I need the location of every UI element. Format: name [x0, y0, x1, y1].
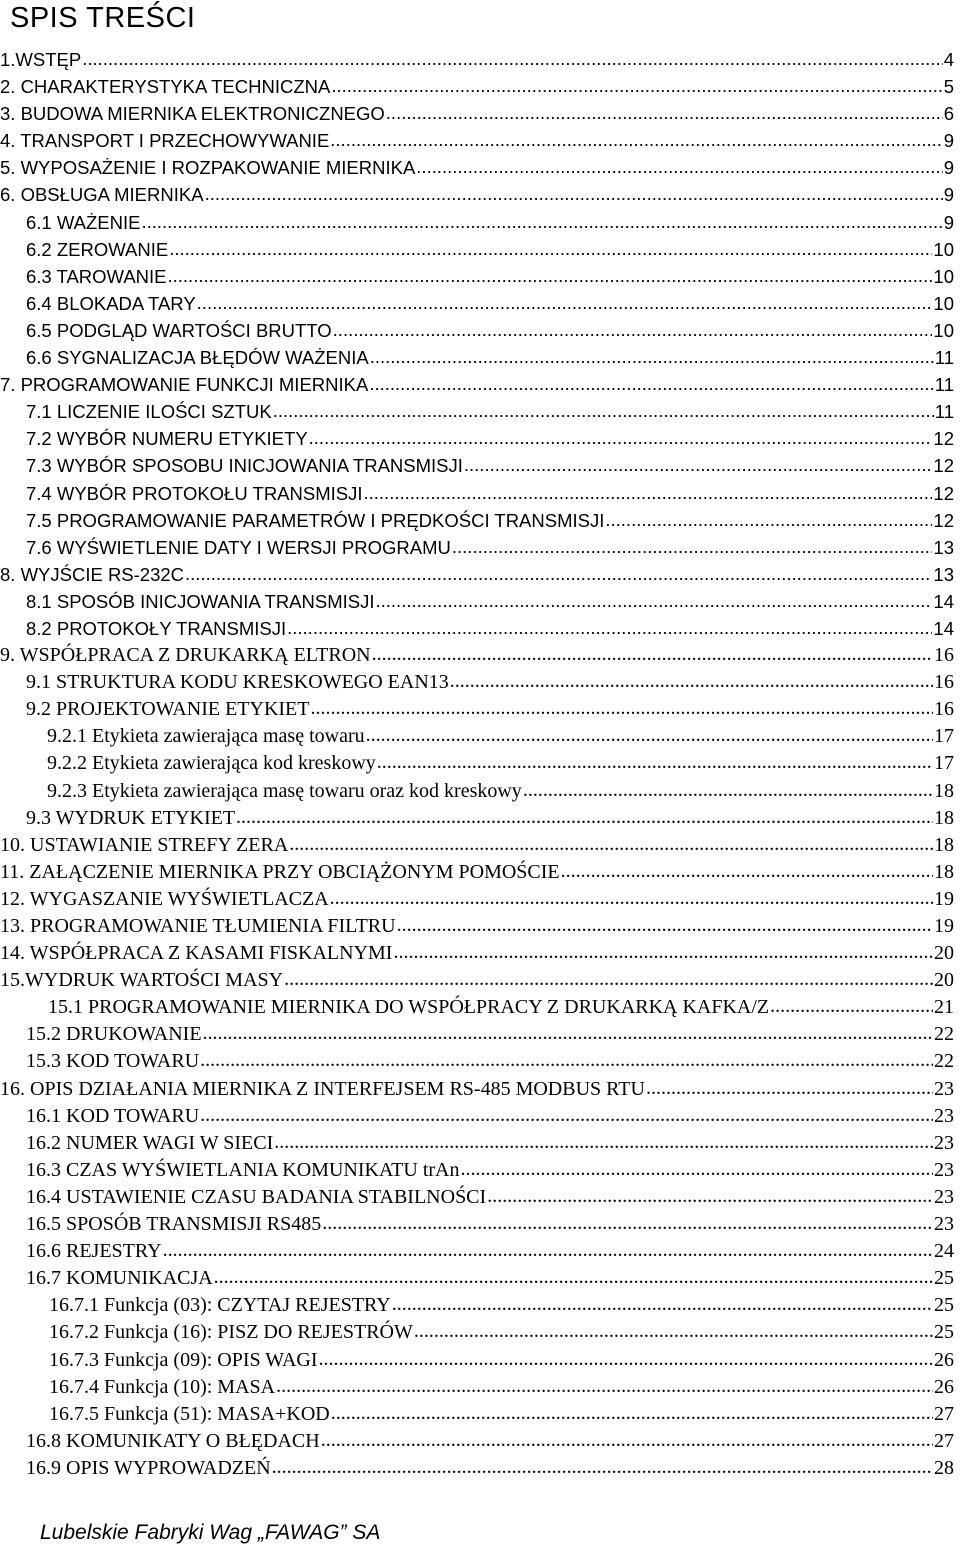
toc-entry-page-number: 17 — [934, 752, 954, 775]
toc-dot-leader — [322, 1210, 933, 1237]
toc-entry-label: 9.1 STRUKTURA KODU KRESKOWEGO EAN13 — [26, 671, 449, 694]
toc-entry-page-number: 10 — [933, 319, 954, 341]
toc-entry-label: 6.6 SYGNALIZACJA BŁĘDÓW WAŻENIA — [26, 347, 369, 369]
toc-entry-page-number: 11 — [934, 401, 954, 423]
toc-entry-label: 15.WYDRUK WARTOŚCI MASY — [0, 969, 284, 992]
toc-entry[interactable] — [0, 100, 960, 127]
toc-entry[interactable] — [0, 669, 960, 696]
toc-entry-label: 16.7 KOMUNIKACJA — [26, 1267, 213, 1290]
toc-dot-leader — [393, 939, 933, 966]
toc-entry[interactable] — [0, 561, 960, 588]
toc-entry-label: 16.5 SPOSÓB TRANSMISJI RS485 — [26, 1213, 322, 1236]
toc-entry[interactable] — [0, 1211, 960, 1238]
toc-entry-label: 1.WSTĘP — [0, 49, 82, 70]
toc-entry-label: 7.6 WYŚWIETLENIE DATY I WERSJI PROGRAMU — [26, 536, 451, 558]
toc-entry-page-number: 9 — [943, 157, 954, 179]
toc-entry-page-number: 21 — [934, 996, 954, 1019]
toc-entry[interactable] — [0, 967, 960, 994]
toc-dot-leader — [646, 1075, 933, 1102]
toc-entry-page-number: 12 — [933, 455, 954, 477]
toc-entry-page-number: 6 — [943, 103, 954, 125]
toc-entry-label: 7. PROGRAMOWANIE FUNKCJI MIERNIKA — [0, 374, 369, 396]
toc-dot-leader — [452, 533, 933, 560]
toc-entry-page-number: 12 — [933, 509, 954, 531]
toc-dot-leader — [770, 993, 933, 1020]
toc-dot-leader — [311, 695, 934, 722]
toc-dot-leader — [561, 858, 933, 885]
toc-entry[interactable] — [0, 750, 960, 777]
toc-entry-page-number: 16 — [934, 671, 954, 694]
toc-dot-leader — [330, 126, 942, 153]
toc-entry[interactable] — [0, 886, 960, 913]
toc-entry[interactable] — [0, 805, 960, 832]
toc-entry-page-number: 4 — [943, 49, 954, 70]
toc-entry-label: 7.3 WYBÓR SPOSOBU INICJOWANIA TRANSMISJI — [26, 455, 463, 477]
toc-dot-leader — [330, 885, 933, 912]
toc-entry[interactable] — [0, 1347, 960, 1374]
toc-entry-label: 6. OBSŁUGA MIERNIKA — [0, 184, 204, 206]
toc-entry[interactable] — [0, 127, 960, 154]
toc-entry[interactable] — [0, 642, 960, 669]
toc-entry-label: 15.1 PROGRAMOWANIE MIERNIKA DO WSPÓŁPRACY Z DRUKARKĄ KAFKA/Z — [48, 996, 770, 1019]
toc-dot-leader — [273, 397, 934, 424]
toc-entry-label: 10. USTAWIANIE STREFY ZERA — [0, 833, 289, 856]
toc-entry-page-number: 13 — [933, 536, 954, 558]
toc-entry-label: 9.3 WYDRUK ETYKIET — [26, 806, 236, 829]
toc-entry-page-number: 24 — [934, 1240, 954, 1263]
toc-entry-page-number: 14 — [933, 617, 954, 639]
toc-dot-leader — [370, 343, 934, 370]
toc-entry-page-number: 12 — [933, 482, 954, 504]
toc-dot-leader — [321, 1427, 933, 1454]
toc-entry-page-number: 9 — [943, 211, 954, 233]
toc-entry-label: 16.9 OPIS WYPROWADZEŃ — [26, 1456, 271, 1479]
toc-dot-leader — [461, 1156, 934, 1183]
toc-dot-leader — [377, 749, 933, 776]
toc-entry-page-number: 10 — [933, 238, 954, 260]
toc-dot-leader — [309, 424, 933, 451]
toc-entry-page-number: 28 — [934, 1456, 954, 1479]
toc-entry-label: 4. TRANSPORT I PRZECHOWYWANIE — [0, 130, 330, 152]
toc-entry[interactable] — [0, 1319, 960, 1346]
toc-entry-page-number: 10 — [933, 265, 954, 287]
toc-entry-label: 7.1 LICZENIE ILOŚCI SZTUK — [26, 401, 272, 423]
toc-entry-label: 16.7.1 Funkcja (03): CZYTAJ REJESTRY — [49, 1294, 391, 1317]
toc-entry-page-number: 27 — [934, 1402, 954, 1425]
toc-entry-label: 9.2.1 Etykieta zawierająca masę towaru — [47, 725, 365, 748]
toc-entry-page-number: 23 — [934, 1158, 954, 1181]
toc-entry-page-number: 25 — [934, 1321, 954, 1344]
toc-entry-page-number: 26 — [934, 1375, 954, 1398]
toc-entry-page-number: 9 — [943, 184, 954, 206]
toc-entry-label: 12. WYGASZANIE WYŚWIETLACZA — [0, 887, 329, 910]
toc-entry[interactable] — [0, 1455, 960, 1482]
toc-entry-label: 5. WYPOSAŻENIE I ROZPAKOWANIE MIERNIKA — [0, 157, 416, 179]
footer-company-name: Lubelskie Fabryki Wag „FAWAG” SA — [40, 1521, 381, 1544]
toc-entry-label: 16.2 NUMER WAGI W SIECI — [26, 1131, 274, 1154]
toc-entry[interactable] — [0, 832, 960, 859]
toc-entry[interactable] — [0, 588, 960, 615]
toc-entry-label: 3. BUDOWA MIERNIKA ELEKTRONICZNEGO — [0, 103, 385, 125]
toc-dot-leader — [487, 1183, 933, 1210]
toc-entry[interactable] — [0, 507, 960, 534]
toc-entry[interactable] — [0, 154, 960, 181]
toc-entry[interactable] — [0, 940, 960, 967]
toc-entry-page-number: 23 — [934, 1077, 954, 1100]
toc-entry[interactable] — [0, 209, 960, 236]
toc-entry-label: 16.7.3 Funkcja (09): OPIS WAGI — [49, 1348, 318, 1371]
toc-dot-leader — [200, 1102, 933, 1129]
toc-entry-page-number: 25 — [934, 1294, 954, 1317]
toc-dot-leader — [369, 370, 933, 397]
toc-entry-page-number: 11 — [934, 347, 954, 369]
toc-entry[interactable] — [0, 1374, 960, 1401]
toc-dot-leader — [397, 912, 933, 939]
toc-entry-page-number: 16 — [934, 698, 954, 721]
toc-entry[interactable] — [0, 452, 960, 479]
toc-entry[interactable] — [0, 46, 960, 73]
toc-entry[interactable] — [0, 263, 960, 290]
toc-entry-page-number: 20 — [934, 942, 954, 965]
toc-dot-leader — [82, 45, 942, 72]
toc-entry-page-number: 5 — [943, 76, 954, 98]
toc-dot-leader — [392, 1291, 933, 1318]
toc-entry-page-number: 27 — [934, 1429, 954, 1452]
toc-entry[interactable] — [0, 696, 960, 723]
toc-dot-leader — [450, 668, 933, 695]
toc-entry[interactable] — [0, 1265, 960, 1292]
toc-entry-label: 15.3 KOD TOWARU — [26, 1050, 200, 1073]
toc-entry[interactable] — [0, 317, 960, 344]
toc-entry[interactable] — [0, 1157, 960, 1184]
toc-entry[interactable] — [0, 236, 960, 263]
toc-dot-leader — [331, 1400, 933, 1427]
toc-dot-leader — [185, 560, 932, 587]
toc-entry[interactable] — [0, 425, 960, 452]
toc-entry-label: 15.2 DRUKOWANIE — [26, 1023, 202, 1046]
toc-dot-leader — [333, 316, 933, 343]
page-title: SPIS TREŚCI — [10, 2, 196, 34]
toc-entry-page-number: 23 — [934, 1185, 954, 1208]
toc-dot-leader — [163, 1237, 933, 1264]
toc-entry[interactable] — [0, 1292, 960, 1319]
toc-entry[interactable] — [0, 344, 960, 371]
toc-entry-label: 8.1 SPOSÓB INICJOWANIA TRANSMISJI — [26, 590, 375, 612]
toc-dot-leader — [376, 587, 933, 614]
toc-entry[interactable] — [0, 480, 960, 507]
toc-entry[interactable] — [0, 181, 960, 208]
toc-entry-label: 13. PROGRAMOWANIE TŁUMIENIA FILTRU — [0, 915, 396, 937]
toc-dot-leader — [276, 1373, 933, 1400]
toc-entry[interactable] — [0, 1184, 960, 1211]
toc-entry-page-number: 19 — [934, 915, 954, 937]
toc-entry-label: 7.2 WYBÓR NUMERU ETYKIETY — [26, 428, 308, 450]
toc-entry-label: 16. OPIS DZIAŁANIA MIERNIKA Z INTERFEJSEM RS-485 MODBUS RTU — [0, 1077, 645, 1100]
toc-entry-label: 16.6 REJESTRY — [26, 1240, 162, 1263]
toc-dot-leader — [197, 289, 933, 316]
toc-dot-leader — [168, 262, 933, 289]
toc-entry[interactable] — [0, 778, 960, 805]
toc-entry-page-number: 18 — [934, 833, 954, 856]
toc-entry[interactable] — [0, 290, 960, 317]
toc-entry-label: 2. CHARAKTERYSTYKA TECHNICZNA — [0, 76, 331, 98]
toc-dot-leader — [200, 1047, 933, 1074]
toc-dot-leader — [214, 1264, 933, 1291]
toc-entry[interactable] — [0, 1238, 960, 1265]
toc-entry-label: 9.2.2 Etykieta zawierająca kod kreskowy — [47, 752, 376, 775]
toc-entry-page-number: 10 — [933, 292, 954, 314]
toc-entry-page-number: 23 — [934, 1213, 954, 1236]
toc-dot-leader — [319, 1346, 933, 1373]
toc-entry-page-number: 12 — [933, 428, 954, 450]
toc-entry-page-number: 13 — [933, 563, 954, 585]
toc-entry-label: 6.5 PODGLĄD WARTOŚCI BRUTTO — [26, 319, 332, 341]
toc-entry-label: 16.7.5 Funkcja (51): MASA+KOD — [49, 1402, 330, 1425]
toc-entry-label: 9. WSPÓŁPRACA Z DRUKARKĄ ELTRON — [0, 644, 371, 667]
toc-entry-label: 6.2 ZEROWANIE — [26, 238, 169, 260]
toc-entry[interactable] — [0, 534, 960, 561]
table-of-contents — [0, 46, 960, 1482]
toc-dot-leader — [236, 804, 933, 831]
toc-entry-label: 16.7.4 Funkcja (10): MASA — [49, 1375, 276, 1398]
toc-entry[interactable] — [0, 1048, 960, 1075]
toc-entry-label: 7.5 PROGRAMOWANIE PARAMETRÓW I PRĘDKOŚCI TRANSMISJI — [26, 509, 605, 531]
toc-entry-page-number: 14 — [933, 590, 954, 612]
toc-dot-leader — [605, 506, 932, 533]
toc-entry-label: 8. WYJŚCIE RS-232C — [0, 563, 185, 585]
toc-entry-label: 16.7.2 Funkcja (16): PISZ DO REJESTRÓW — [49, 1321, 413, 1344]
toc-entry-page-number: 9 — [943, 130, 954, 152]
toc-dot-leader — [169, 235, 932, 262]
toc-entry-label: 16.1 KOD TOWARU — [26, 1104, 200, 1127]
toc-entry-page-number: 23 — [934, 1104, 954, 1127]
toc-dot-leader — [284, 966, 933, 993]
toc-entry-label: 9.2 PROJEKTOWANIE ETYKIET — [26, 698, 310, 721]
toc-dot-leader — [272, 1454, 933, 1481]
toc-entry[interactable] — [0, 1130, 960, 1157]
toc-dot-leader — [205, 180, 943, 207]
toc-entry-label: 11. ZAŁĄCZENIE MIERNIKA PRZY OBCIĄŻONYM POMOŚCIE — [0, 860, 560, 883]
toc-entry-page-number: 11 — [934, 374, 954, 396]
toc-dot-leader — [289, 831, 933, 858]
toc-entry[interactable] — [0, 398, 960, 425]
toc-entry-page-number: 18 — [934, 860, 954, 883]
toc-dot-leader — [274, 1129, 933, 1156]
toc-entry[interactable] — [0, 1428, 960, 1455]
toc-entry-page-number: 23 — [934, 1131, 954, 1154]
toc-dot-leader — [416, 153, 942, 180]
toc-entry-page-number: 22 — [934, 1050, 954, 1073]
toc-dot-leader — [366, 722, 933, 749]
toc-entry-label: 16.3 CZAS WYŚWIETLANIA KOMUNIKATU trAn — [26, 1158, 460, 1181]
toc-entry[interactable] — [0, 371, 960, 398]
toc-entry-page-number: 22 — [934, 1023, 954, 1046]
toc-entry-label: 6.3 TAROWANIE — [26, 265, 167, 287]
toc-entry-page-number: 19 — [934, 887, 954, 910]
toc-entry[interactable] — [0, 1401, 960, 1428]
toc-entry-label: 6.1 WAŻENIE — [26, 211, 141, 233]
toc-entry-page-number: 25 — [934, 1267, 954, 1290]
toc-entry-page-number: 26 — [934, 1348, 954, 1371]
toc-entry[interactable] — [0, 1021, 960, 1048]
toc-entry[interactable] — [0, 1103, 960, 1130]
toc-entry-label: 16.4 USTAWIENIE CZASU BADANIA STABILNOŚCI — [26, 1185, 487, 1208]
toc-dot-leader — [287, 614, 932, 641]
toc-entry-label: 16.8 KOMUNIKATY O BŁĘDACH — [26, 1429, 320, 1452]
toc-entry-label: 6.4 BLOKADA TARY — [26, 292, 196, 314]
toc-entry[interactable] — [0, 994, 960, 1021]
toc-dot-leader — [386, 99, 943, 126]
toc-entry-label: 14. WSPÓŁPRACA Z KASAMI FISKALNYMI — [0, 942, 393, 965]
toc-dot-leader — [464, 451, 933, 478]
toc-entry-label: 7.4 WYBÓR PROTOKOŁU TRANSMISJI — [26, 482, 363, 504]
toc-entry-label: 8.2 PROTOKOŁY TRANSMISJI — [26, 617, 287, 639]
toc-entry[interactable] — [0, 859, 960, 886]
toc-dot-leader — [331, 72, 942, 99]
toc-entry[interactable] — [0, 913, 960, 940]
toc-entry-page-number: 18 — [934, 779, 954, 802]
toc-dot-leader — [372, 641, 933, 668]
toc-entry-page-number: 17 — [934, 725, 954, 748]
toc-dot-leader — [523, 777, 933, 804]
toc-entry[interactable] — [0, 615, 960, 642]
toc-entry[interactable] — [0, 723, 960, 750]
toc-entry-page-number: 18 — [934, 806, 954, 829]
toc-dot-leader — [364, 479, 933, 506]
toc-dot-leader — [141, 208, 942, 235]
toc-entry-page-number: 16 — [934, 644, 954, 667]
toc-dot-leader — [414, 1318, 933, 1345]
toc-entry-page-number: 20 — [934, 969, 954, 992]
toc-entry[interactable] — [0, 73, 960, 100]
toc-dot-leader — [203, 1020, 933, 1047]
toc-entry[interactable] — [0, 1076, 960, 1103]
toc-entry-label: 9.2.3 Etykieta zawierająca masę towaru oraz kod kreskowy — [47, 779, 522, 802]
